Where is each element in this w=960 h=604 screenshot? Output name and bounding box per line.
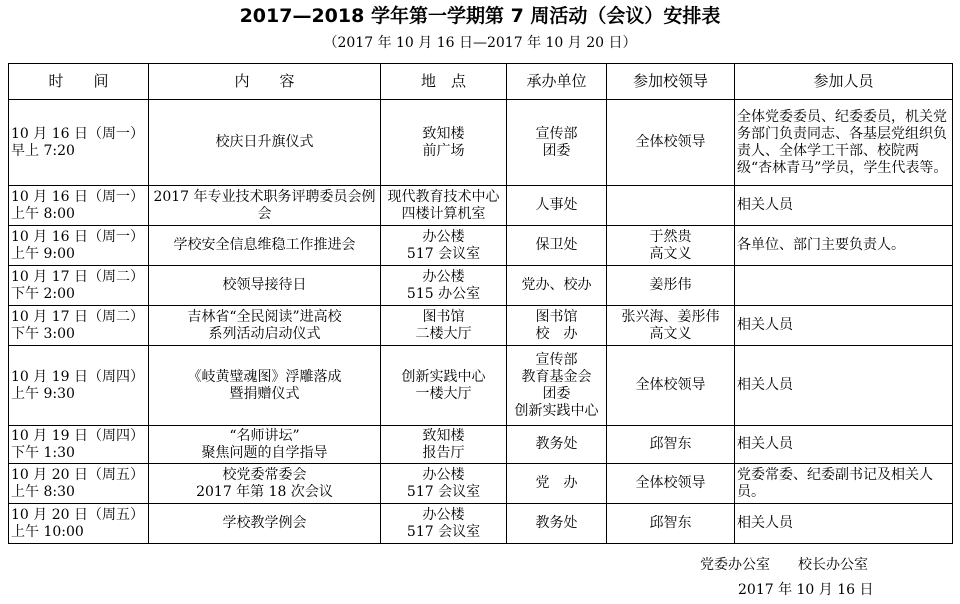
cell-location: 图书馆 二楼大厅 — [381, 306, 507, 346]
table-row — [9, 186, 953, 226]
cell-content: 校领导接待日 — [149, 266, 381, 306]
table-row — [9, 346, 953, 426]
header-content: 内 容 — [149, 64, 381, 100]
cell-content: 吉林省“全民阅读”进高校 系列活动启动仪式 — [149, 306, 381, 346]
cell-organizer: 宣传部 团委 — [507, 100, 607, 186]
cell-location: 致知楼 前广场 — [381, 100, 507, 186]
cell-content: 2017 年专业技术职务评聘委员会例会 — [149, 186, 381, 226]
cell-time: 10 月 19 日（周四） 下午 1:30 — [9, 426, 149, 464]
cell-leaders: 全体校领导 — [607, 346, 735, 426]
table-row — [9, 464, 953, 504]
cell-participants: 相关人员 — [735, 346, 953, 426]
table-header-row — [9, 64, 953, 100]
cell-content: “名师讲坛” 聚焦问题的自学指导 — [149, 426, 381, 464]
page-title: 2017—2018 学年第一学期第 7 周活动（会议）安排表 — [239, 5, 721, 27]
cell-organizer: 图书馆 校 办 — [507, 306, 607, 346]
table-row — [9, 504, 953, 544]
cell-content: 《岐黄璧魂图》浮雕落成 暨捐赠仪式 — [149, 346, 381, 426]
cell-participants: 党委常委、纪委副书记及相关人员。 — [735, 464, 953, 504]
cell-location: 办公楼 515 办公室 — [381, 266, 507, 306]
cell-participants: 相关人员 — [735, 504, 953, 544]
cell-organizer: 人事处 — [507, 186, 607, 226]
table-row — [9, 266, 953, 306]
table-row — [9, 306, 953, 346]
header-organizer: 承办单位 — [507, 64, 607, 100]
cell-content: 学校教学例会 — [149, 504, 381, 544]
cell-time: 10 月 16 日（周一） 早上 7:20 — [9, 100, 149, 186]
cell-participants: 全体党委委员、纪委委员，机关党务部门负责同志、各基层党组织负责人、全体学工干部、校院两级“杏林青马”学员，学生代表等。 — [735, 100, 953, 186]
cell-leaders: 全体校领导 — [607, 100, 735, 186]
header-time: 时 间 — [9, 64, 149, 100]
cell-leaders: 邱智东 — [607, 504, 735, 544]
cell-organizer: 宣传部 教育基金会 团委 创新实践中心 — [507, 346, 607, 426]
table-row — [9, 226, 953, 266]
cell-content: 学校安全信息维稳工作推进会 — [149, 226, 381, 266]
cell-time: 10 月 16 日（周一） 上午 9:00 — [9, 226, 149, 266]
cell-content: 校庆日升旗仪式 — [149, 100, 381, 186]
cell-leaders: 邱智东 — [607, 426, 735, 464]
cell-time: 10 月 17 日（周二） 下午 2:00 — [9, 266, 149, 306]
cell-leaders: 全体校领导 — [607, 464, 735, 504]
table-row — [9, 100, 953, 186]
cell-time: 10 月 17 日（周二） 下午 3:00 — [9, 306, 149, 346]
cell-location: 致知楼 报告厅 — [381, 426, 507, 464]
cell-participants: 相关人员 — [735, 306, 953, 346]
header-participants: 参加人员 — [735, 64, 953, 100]
cell-organizer: 教务处 — [507, 504, 607, 544]
table-row — [9, 426, 953, 464]
cell-organizer: 教务处 — [507, 426, 607, 464]
cell-organizer: 党办、校办 — [507, 266, 607, 306]
cell-leaders: 于然贵 高文义 — [607, 226, 735, 266]
issuing-offices: 党委办公室 校长办公室 — [700, 557, 868, 573]
cell-location: 办公楼 517 会议室 — [381, 504, 507, 544]
cell-organizer: 保卫处 — [507, 226, 607, 266]
cell-location: 办公楼 517 会议室 — [381, 464, 507, 504]
cell-leaders: 张兴海、姜彤伟 高文义 — [607, 306, 735, 346]
issue-date: 2017 年 10 月 16 日 — [738, 582, 874, 598]
cell-participants: 相关人员 — [735, 426, 953, 464]
cell-location: 办公楼 517 会议室 — [381, 226, 507, 266]
cell-content: 校党委常委会 2017 年第 18 次会议 — [149, 464, 381, 504]
cell-location: 现代教育技术中心 四楼计算机室 — [381, 186, 507, 226]
cell-participants — [735, 266, 953, 306]
cell-participants: 相关人员 — [735, 186, 953, 226]
cell-location: 创新实践中心 一楼大厅 — [381, 346, 507, 426]
header-leaders: 参加校领导 — [607, 64, 735, 100]
schedule-table — [8, 63, 953, 544]
cell-leaders — [607, 186, 735, 226]
cell-leaders: 姜彤伟 — [607, 266, 735, 306]
header-location: 地 点 — [381, 64, 507, 100]
cell-participants: 各单位、部门主要负责人。 — [735, 226, 953, 266]
cell-time: 10 月 20 日（周五） 上午 10:00 — [9, 504, 149, 544]
cell-time: 10 月 16 日（周一） 上午 8:00 — [9, 186, 149, 226]
date-range-subtitle: （2017 年 10 月 16 日—2017 年 10 月 20 日） — [323, 35, 637, 51]
cell-time: 10 月 20 日（周五） 上午 8:30 — [9, 464, 149, 504]
cell-time: 10 月 19 日（周四） 上午 9:30 — [9, 346, 149, 426]
cell-organizer: 党 办 — [507, 464, 607, 504]
